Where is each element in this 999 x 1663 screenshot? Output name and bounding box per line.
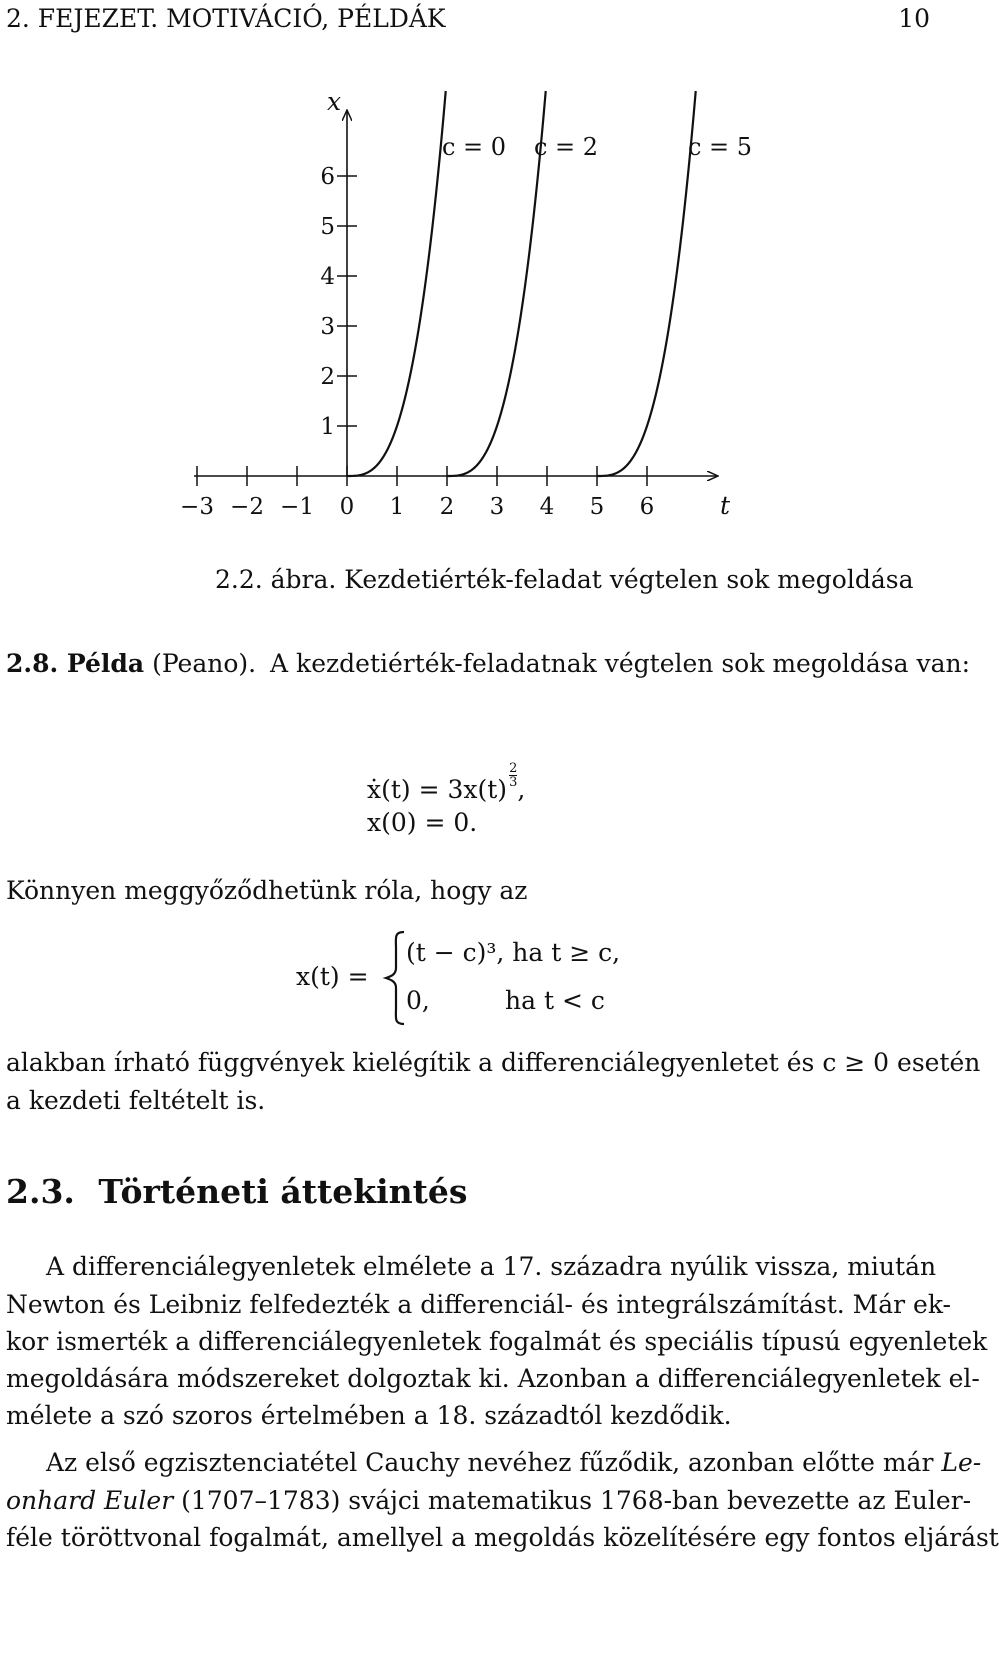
y-tick-label: 4	[320, 264, 335, 290]
x-tick-label: 4	[539, 494, 555, 520]
y-tick-label: 6	[320, 164, 335, 190]
example-text: A kezdetiérték-feladatnak végtelen sok megoldása van:	[270, 649, 971, 678]
section-title: Történeti áttekintés	[98, 1172, 468, 1211]
y-tick-label: 5	[320, 214, 335, 240]
text-easily: Könnyen meggyőződhetünk róla, hogy az	[6, 876, 528, 905]
x-tick-label: 1	[389, 494, 405, 520]
y-tick-label: 1	[320, 414, 335, 440]
x-tick-label: 3	[489, 494, 505, 520]
example-label: 2.8. Példa	[6, 649, 145, 678]
x-tick-label: −1	[280, 494, 314, 520]
euler-line1: Az első egzisztenciatétel Cauchy nevéhez fűződik, azonban előtte már Le-	[46, 1448, 982, 1477]
curve-label: c = 0	[441, 133, 507, 161]
curve-label: c = 2	[533, 133, 599, 161]
section-heading	[6, 1172, 467, 1211]
ode-exponent: $\frac{2}{3}$	[509, 761, 518, 790]
page-number: 10	[898, 4, 930, 33]
ode-line1: ẋ(t) = 3x(t) $\frac{2}{3}$ ,	[367, 761, 526, 804]
y-tick-label: 3	[320, 314, 335, 340]
chapter-header: 2. FEJEZET. MOTIVÁCIÓ, PÉLDÁK	[6, 4, 446, 33]
y-tick-label: 2	[320, 364, 335, 390]
text-form-line1: alakban írható függvények kielégítik a differenciálegyenletet és c ≥ 0 esetén	[6, 1048, 981, 1077]
solution-curve	[347, 91, 446, 476]
x-tick-label: −3	[180, 494, 214, 520]
x-tick-label: 2	[439, 494, 455, 520]
x-tick-label: 0	[339, 494, 355, 520]
ode-equation: ẋ(t) = 3x(t)	[367, 775, 508, 804]
example-paren: (Peano).	[152, 649, 257, 678]
t-axis-label: t	[720, 491, 731, 520]
euler-line3: féle töröttvonal fogalmát, amellyel a megoldás közelítésére egy fontos eljárást	[6, 1523, 999, 1552]
history-line: A differenciálegyenletek elmélete a 17. századra nyúlik vissza, miután	[46, 1252, 937, 1281]
section-number: 2.3.	[6, 1172, 75, 1211]
figure-caption: 2.2. ábra. Kezdetiérték-feladat végtelen sok megoldása	[215, 565, 914, 594]
solution-plot	[0, 60, 960, 620]
x-tick-label: 6	[639, 494, 655, 520]
example-line	[6, 645, 970, 682]
history-line: megoldására módszereket dolgoztak ki. Azonban a differenciálegyenletek el-	[6, 1364, 980, 1393]
piecewise-case2-condition: ha t < c	[505, 986, 605, 1015]
text-form-line2: a kezdeti feltételt is.	[6, 1086, 266, 1115]
x-tick-label: 5	[589, 494, 605, 520]
x-tick-label: −2	[230, 494, 264, 520]
history-line: kor ismerték a differenciálegyenletek fogalmát és speciális típusú egyenletek	[6, 1327, 988, 1356]
solution-curve	[597, 91, 696, 476]
history-line: mélete a szó szoros értelmében a 18. századtól kezdődik.	[6, 1401, 732, 1430]
history-line: Newton és Leibniz felfedezték a differenciál- és integrálszámítást. Már ek-	[6, 1290, 951, 1319]
piecewise-case1: (t − c)³, ha t ≥ c,	[406, 938, 621, 967]
ode-initial: x(0) = 0.	[367, 808, 478, 837]
piecewise-lhs: x(t) =	[296, 962, 369, 991]
euler-line2: onhard Euler (1707–1783) svájci matematikus 1768-ban bevezette az Euler-	[6, 1486, 972, 1515]
curve-label: c = 5	[687, 133, 753, 161]
piecewise-case2-value: 0,	[406, 986, 430, 1015]
x-axis-label: x	[327, 87, 342, 116]
